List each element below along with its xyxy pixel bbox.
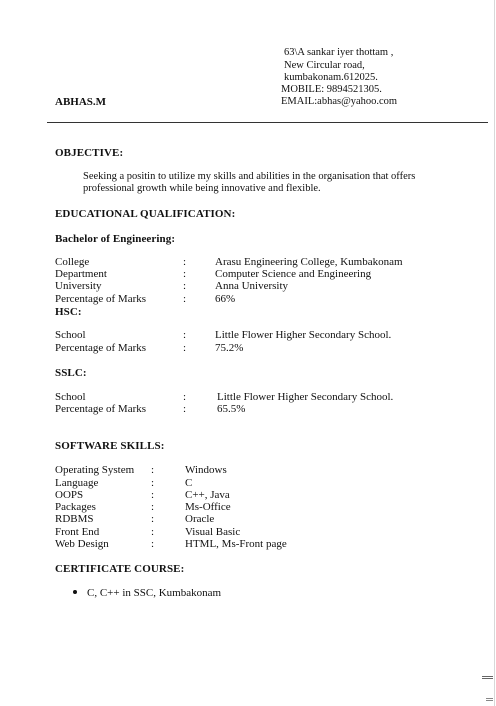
- scroll-corner-icon[interactable]: [486, 698, 493, 704]
- hsc-sep: :: [183, 329, 187, 341]
- page-edge: [494, 0, 495, 706]
- objective-heading: OBJECTIVE:: [55, 147, 124, 159]
- candidate-name: ABHAS.M: [55, 96, 107, 108]
- bullet-icon: [73, 590, 77, 594]
- mobile-number: MOBILE: 9894521305.: [281, 84, 382, 95]
- be-sep: :: [183, 280, 187, 292]
- certificate-heading: CERTIFICATE COURSE:: [55, 563, 185, 575]
- hsc-value-percentage: 75.2%: [215, 342, 244, 354]
- skill-label: RDBMS: [55, 513, 94, 525]
- skill-sep: :: [151, 501, 155, 513]
- skill-label: Language: [55, 477, 99, 489]
- be-value-university: Anna University: [215, 280, 289, 292]
- address-line-2: New Circular road,: [284, 60, 365, 71]
- sslc-value-percentage: 65.5%: [217, 403, 246, 415]
- be-heading: Bachelor of Engineering:: [55, 233, 176, 245]
- skill-label: Web Design: [55, 538, 109, 550]
- sslc-heading: SSLC:: [55, 367, 87, 379]
- be-label-college: College: [55, 256, 90, 268]
- skill-label: OOPS: [55, 489, 84, 501]
- hsc-sep: :: [183, 342, 187, 354]
- skill-sep: :: [151, 477, 155, 489]
- skill-sep: :: [151, 538, 155, 550]
- skill-value: HTML, Ms-Front page: [185, 538, 287, 550]
- be-label-department: Department: [55, 268, 107, 280]
- skill-sep: :: [151, 526, 155, 538]
- education-heading: EDUCATIONAL QUALIFICATION:: [55, 208, 236, 220]
- skill-sep: :: [151, 489, 155, 501]
- skill-label: Front End: [55, 526, 100, 538]
- skill-value: Visual Basic: [185, 526, 241, 538]
- skill-sep: :: [151, 513, 155, 525]
- header-divider: [47, 122, 488, 123]
- skill-value: C: [185, 477, 193, 489]
- be-sep: :: [183, 256, 187, 268]
- hsc-label-percentage: Percentage of Marks: [55, 342, 147, 354]
- address-line-3: kumbakonam.612025.: [284, 72, 378, 83]
- skill-sep: :: [151, 464, 155, 476]
- resize-grip-icon[interactable]: [482, 676, 493, 682]
- hsc-value-school: Little Flower Higher Secondary School.: [215, 329, 392, 341]
- sslc-sep: :: [183, 391, 187, 403]
- hsc-label-school: School: [55, 329, 86, 341]
- objective-line-2: professional growth while being innovative and flexible.: [83, 183, 321, 194]
- software-heading: SOFTWARE SKILLS:: [55, 440, 165, 452]
- address-line-1: 63\A sankar iyer thottam ,: [284, 47, 394, 58]
- be-value-department: Computer Science and Engineering: [215, 268, 372, 280]
- certificate-item-text: C, C++ in SSC, Kumbakonam: [87, 587, 222, 599]
- be-sep: :: [183, 268, 187, 280]
- email-address: EMAIL:abhas@yahoo.com: [281, 96, 398, 107]
- skill-value: Ms-Office: [185, 501, 231, 513]
- be-value-college: Arasu Engineering College, Kumbakonam: [215, 256, 403, 268]
- be-sep: :: [183, 293, 187, 305]
- sslc-sep: :: [183, 403, 187, 415]
- objective-line-1: Seeking a positin to utilize my skills and abilities in the organisation that offers: [83, 171, 416, 182]
- sslc-label-school: School: [55, 391, 86, 403]
- hsc-heading: HSC:: [55, 306, 82, 318]
- skill-value: Windows: [185, 464, 227, 476]
- skill-label: Operating System: [55, 464, 135, 476]
- skill-value: Oracle: [185, 513, 215, 525]
- sslc-label-percentage: Percentage of Marks: [55, 403, 147, 415]
- certificate-item: [73, 587, 221, 599]
- sslc-value-school: Little Flower Higher Secondary School.: [217, 391, 394, 403]
- skill-label: Packages: [55, 501, 96, 513]
- skill-value: C++, Java: [185, 489, 230, 501]
- be-label-university: University: [55, 280, 102, 292]
- be-label-percentage: Percentage of Marks: [55, 293, 147, 305]
- be-value-percentage: 66%: [215, 293, 236, 305]
